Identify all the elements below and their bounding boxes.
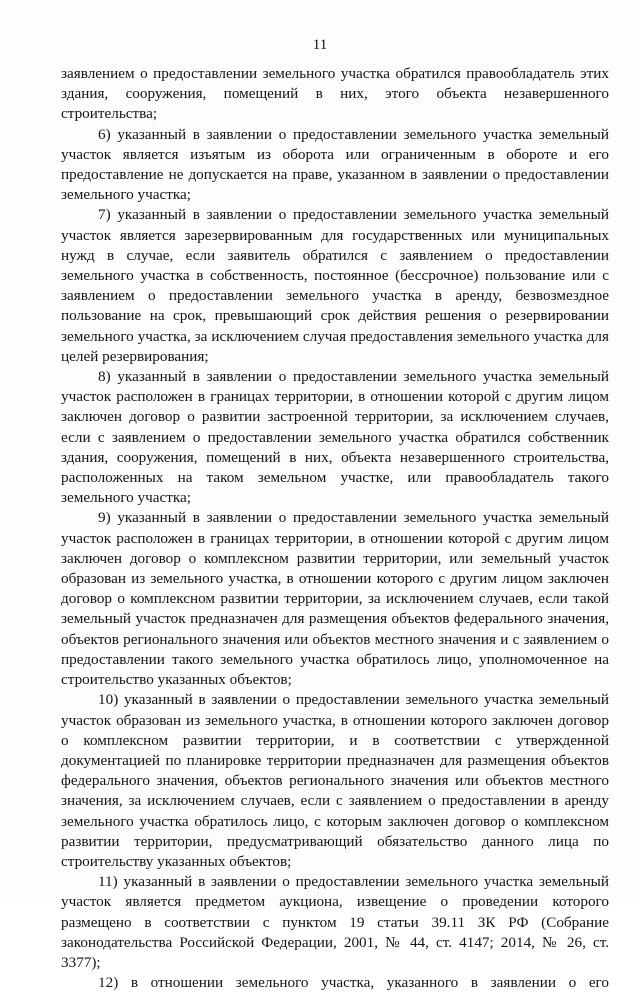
paragraph-item-7: 7) указанный в заявлении о предоставлении земельного участка земельный участок является зарезервированным для государственных или муниципальных нужд в случае, если заявитель обратился с заявлением о предоставлении земельного участка в собственность, постоянное (бессрочное) пользование или с заявлением о предоставлении земельного участка в аренду, безвозмездное пользование на срок, превышающий срок действия решения о резервировании земельного участка, за исключением случая предоставления земельного участка для целей резервирования; [61,206,609,365]
paragraph-item-11: 11) указанный в заявлении о предоставлении земельного участка земельный участок является предметом аукциона, извещение о проведении которого размещено в соответствии с пунктом 19 статьи 39.11 ЗК РФ (Собрание законодательства Российской Федерации, 2001, № 44, ст. 4147; 2014, № 26, ст. 3377); [61,873,609,971]
paragraph-item-10: 10) указанный в заявлении о предоставлении земельного участка земельный участок образован из земельного участка, в отношении которого заключен договор о комплексном развитии территории, и в соответствии с утвержденной документацией по планировке территории предназначен для размещения объектов федерального значения, объектов регионального значения или объектов местного значения, за исключением случаев, если с заявлением о предоставлении в аренду земельного участка обратилось лицо, с которым заключен договор о комплексном развитии территории, предусматривающий обязательство данного лица по строительству указанных объектов; [61,691,609,870]
paragraph-continuation: заявлением о предоставлении земельного участка обратился правообладатель этих здания, сооружения, помещений в них, этого объекта незавершенного строительства; [61,65,609,123]
document-body [61,64,609,993]
paragraph-item-9: 9) указанный в заявлении о предоставлении земельного участка земельный участок расположен в границах территории, в отношении которой с другим лицом заключен договор о комплексном развитии территории, или земельный участок образован из земельного участка, в отношении которого с другим лицом заключен договор о комплексном развитии территории, за исключением случаев, если такой земельный участок предназначен для размещения объектов федерального значения, объектов регионального значения или объектов местного значения и с заявлением о предоставлении такого земельного участка обратилось лицо, уполномоченное на строительство указанных объектов; [61,509,609,689]
paragraph-item-12: 12) в отношении земельного участка, указанного в заявлении о его [98,974,609,992]
paragraph-item-6: 6) указанный в заявлении о предоставлении земельного участка земельный участок является изъятым из оборота или ограниченным в обороте и его предоставление не допускается на праве, указанном в заявлении о предоставлении земельного участка; [61,125,609,204]
page-number: 11 [312,37,328,53]
paragraph-item-8: 8) указанный в заявлении о предоставлении земельного участка земельный участок расположен в границах территории, в отношении которой с другим лицом заключен договор о развитии застроенной территории, за исключением случаев, если с заявлением о предоставлении земельного участка обратился собственник здания, сооружения, помещений в них, объекта незавершенного строительства, расположенных на таком земельном участке, или правообладатель такого земельного участка; [61,368,609,507]
